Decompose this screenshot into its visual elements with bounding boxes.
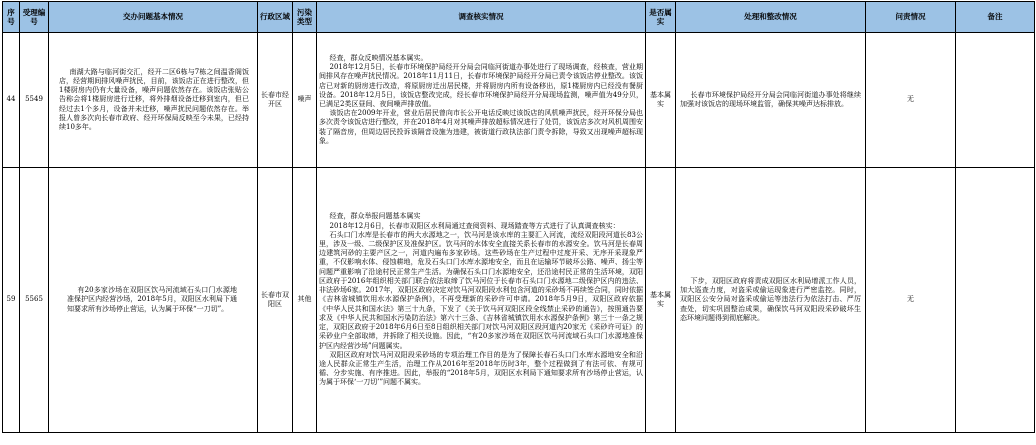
row-remarks	[956, 33, 1035, 168]
header-issue: 交办问题基本情况	[49, 2, 258, 33]
header-case-no: 受理编号	[20, 2, 49, 33]
header-verified: 是否属实	[646, 2, 676, 33]
header-investigation: 调查核实情况	[317, 2, 646, 33]
row-accountability: 无	[866, 33, 956, 168]
investigation-paragraph: 经查，群众反映情况基本属实。	[329, 53, 428, 62]
investigation-paragraph: 2018年12月5日，长春市环境保护局经开分局会同临河街道办事处进行了现场调查，经核查，营业期间排风存在噪声扰民情况。2018年11月11日，长春市环境保护局经开分局已责令该饭店停业整改。该饭店已对新的厨房进行改造，将原厨房迁出居民楼，并将厨房内所有设备移出，原1楼厨房内已经没有餐厨设备。2018年12月5日，该饭店整改完成，经长春市环境保护局经开分局现场监测，噪声值为49分贝，已满足2类区昼间、夜间噪声排放值。	[319, 63, 643, 108]
investigation-paragraph: 该饭店在2009年开业，营业后居民曾向市长公开电话反映过该饭店的风机噪声扰民，经开环保分局也多次责令该饭店进行整改，并在2018年4月对其噪声排放超标情况进行了处罚，该饭店多次对风机周围安装了隔音房，但周边居民投诉该隔音设施为违建，被街道行政执法部门责令拆除，导致又出现噪声超标现象。	[319, 109, 643, 145]
row-accountability: 无	[866, 168, 956, 433]
investigation-paragraph: 经查，群众举报问题基本属实	[329, 212, 421, 221]
table-row	[3, 168, 1035, 433]
row-issue: 有20多家沙场在双阳区饮马河流域石头口门水源地准保护区内经营沙场，2018年5月，双阳区水利局下通知要求所有沙场停止营运，认为属于环保“一刀切”。	[49, 168, 258, 433]
header-pollution: 污染类型	[293, 2, 317, 33]
row-case-no: 5549	[20, 33, 49, 168]
row-verified: 基本属实	[646, 168, 676, 433]
row-district: 长春市双阳区	[258, 168, 293, 433]
header-row	[3, 2, 1035, 33]
investigation-paragraph: 2018年12月6日，长春市双阳区水利局通过查阅资料、现场踏查等方式进行了认真调查核实：	[329, 221, 620, 230]
header-remarks: 备注	[956, 2, 1035, 33]
row-case-no: 5565	[20, 168, 49, 433]
header-accountability: 问责情况	[866, 2, 956, 33]
row-handling: 下步，双阳区政府将责成双阳区水利局增派工作人员，加大巡查力度，对盗采或偷运现象进行严密监控。同时，双阳区公安分局对盗采或偷运等违法行为依法打击、严厉查处，切实巩固整治成果，确保饮马河双阳段采砂破坏生态环境问题得到彻底解决。	[676, 168, 866, 433]
row-pollution: 噪声	[293, 33, 317, 168]
investigation-paragraph: 双阳区政府对饮马河双阳段采砂场的专项治理工作目的是为了保障长春石头口门水库水源地安全和沿途人民群众正常生产生活，治理工作从2016年至2018年历时3年，整个过程做到了有法可依、有规可循、分步实施、有序推进。因此，举报的“2018年5月，双阳区水利局下通知要求所有沙场停止营运，认为属于环保‘一刀切’”问题不属实。	[319, 350, 643, 387]
header-district: 行政区域	[258, 2, 293, 33]
row-investigation	[317, 168, 646, 433]
row-issue: 南湖大路与临河街交汇，经开二区6栋与7栋之间温香阁饭店，经营期间排风噪声扰民，目前，该饭店正在进行整改，但1楼厨房内仍有大量设备，噪声问题依然存在。该饭店张贴公告称会将1楼厨房进行迁移，将外排烟设备迁移到室内，但已经过去1个多月，设备并未迁移，噪声扰民问题依然存在。举报人曾多次向长春市政府、经开环保局反映至今未果，已经持续10多年。	[49, 33, 258, 168]
complaint-table	[2, 1, 1035, 433]
header-no: 序号	[3, 2, 20, 33]
table-row	[3, 33, 1035, 168]
row-investigation	[317, 33, 646, 168]
header-handling: 处理和整改情况	[676, 2, 866, 33]
investigation-paragraph: 石头口门水库是长春市的两大水源地之一，饮马河是该水库的主要汇入河流，流经双阳段河道长83公里，涉及一级、二级保护区及准保护区。饮马河的水体安全直接关系长春市的水源安全。饮马河是长春周边建筑河砂的主要产区之一，河道内遍布多家砂场。这些砂场在生产过程中过度开采、无序开采现象严重，不仅影响水体、侵蚀耕地，危及石头口门水库水源地安全，而且在运输环节破坏公路、噪声、扬尘等问题严重影响了沿途村民正常生产生活。为确保石头口门水源地安全，还沿途村民正常的生活环境，双阳区政府于2016年组织相关部门联合依法取缔了饮马河位于长春市石头口门水源地二级保护区内的违法、非法砂场6家。2017年，双阳区政府决定对饮马河双阳段水利包含河道的采砂场不再续签合同，同时依据《吉林省城镇饮用水水源保护条例》，不再受理新的采砂许可申请。2018年5月9日，双阳区政府依据《中华人民共和国水法》第三十九条，下发了《关于饮马河双阳区段全线禁止采砂的通告》，按照通告要求及《中华人民共和国水污染防治法》第六十三条、《吉林省城镇饮用水水源保护条例》第三十一条之规定，双阳区政府于2018年6月6日至8日组织相关部门对饮马河双阳区段河道内20家无《采砂许可证》的采砂业户全部取缔，并拆除了相关设施。因此，“有20多家沙场在双阳区饮马河流域石头口门水源地准保护区内经营沙场”问题属实。	[319, 230, 643, 350]
row-remarks	[956, 168, 1035, 433]
row-handling: 长春市环境保护局经开分局会同临河街道办事处将继续加强对该饭店的现场环境监管，确保其噪声达标排放。	[676, 33, 866, 168]
row-no: 59	[3, 168, 20, 433]
row-verified: 基本属实	[646, 33, 676, 168]
row-pollution: 其他	[293, 168, 317, 433]
row-no: 44	[3, 33, 20, 168]
row-district: 长春市经开区	[258, 33, 293, 168]
